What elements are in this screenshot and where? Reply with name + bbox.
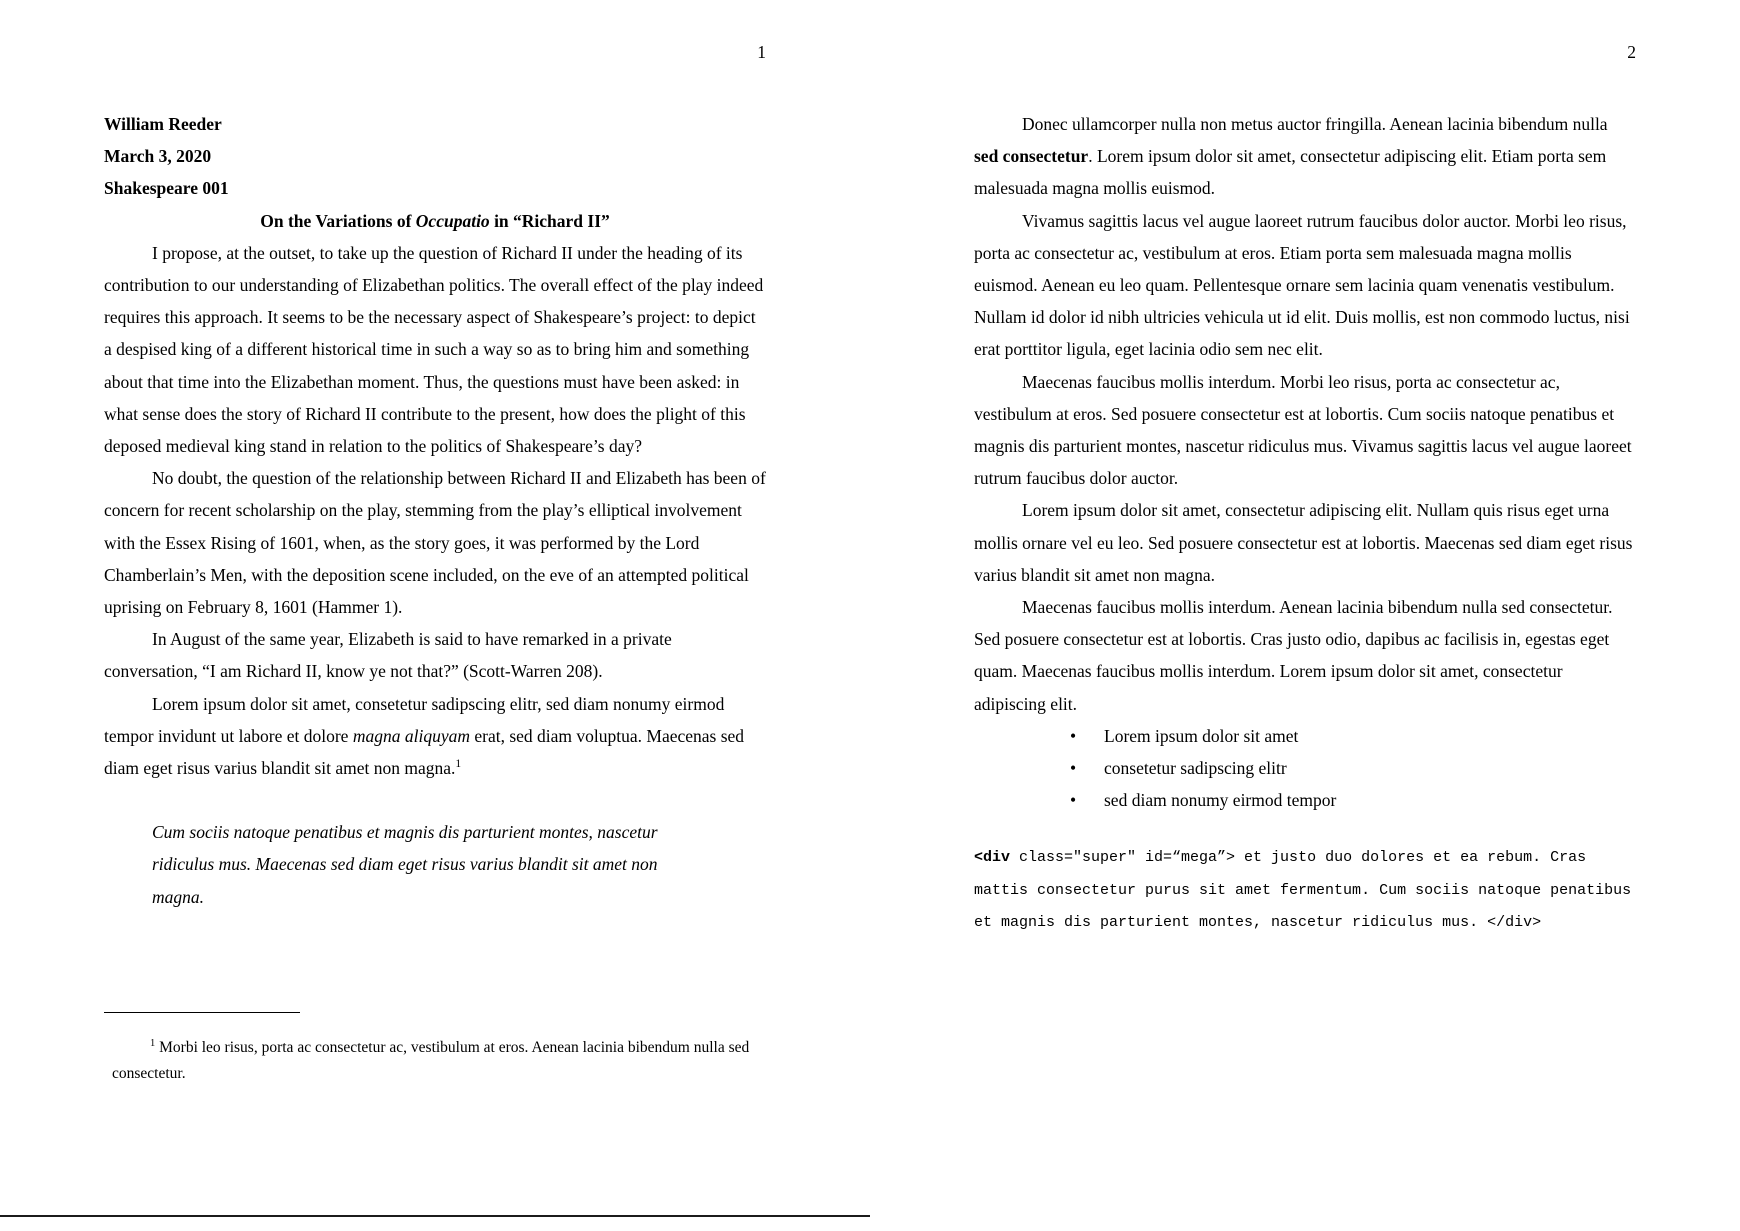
footnote-entry (104, 1035, 766, 1086)
page-2-body (974, 108, 1641, 939)
paragraph-4-lorem (104, 688, 766, 785)
page-1-body (104, 108, 766, 913)
author-name: William Reeder (104, 114, 222, 134)
list-item-label: Lorem ipsum dolor sit amet (1104, 725, 1299, 746)
footnote-number: 1 (150, 1037, 156, 1049)
document-page-2 (870, 0, 1740, 1231)
page2-paragraph-5: Maecenas faucibus mollis interdum. Aenean lacinia bibendum nulla sed consectetur. Sed posuere consectetur est at lobortis. Cras justo odio, dapibus ac facilisis in, egestas eget quam. Maecenas faucibus mollis interdum. Lorem ipsum dolor sit amet, consectetur adipiscing elit. (974, 597, 1613, 714)
footnote-separator-rule (104, 1012, 300, 1013)
lorem-part-2: erat, sed diam voluptua. Maecenas sed diam eget risus varius blandit sit amet non magna. (104, 725, 745, 779)
code-open-tag: <div (974, 849, 1011, 867)
title-italic-term: Occupatio (415, 210, 490, 231)
block-quote: Cum sociis natoque penatibus et magnis dis parturient montes, nascetur ridiculus mus. Maecenas sed diam eget risus varius blandit sit amet non magna. (152, 822, 658, 907)
page-title (104, 205, 766, 237)
paragraph-2: No doubt, the question of the relationship between Richard II and Elizabeth has been of concern for recent scholarship on the play, stemming from the play’s elliptical involvement with the Essex Rising of 1601, when, as the story goes, it was performed by the Lord Chamberlain’s Men, with the deposition scene included, on the eve of an attempted political uprising on February 8, 1601 (Hammer 1). (104, 468, 766, 618)
lorem-italic-phrase: magna aliquyam (352, 725, 470, 746)
page-bottom-rule (0, 1215, 870, 1217)
p2-p1-part-1: Donec ullamcorper nulla non metus auctor fringilla. Aenean lacinia bibendum nulla (1022, 114, 1608, 134)
title-part-before: On the Variations of (260, 210, 416, 231)
lorem-part-1: Lorem ipsum dolor sit amet, consetetur sadipscing elitr, sed diam nonumy eirmod tempor invidunt ut labore et dolore (104, 693, 725, 746)
footnote-reference-marker[interactable]: 1 (455, 758, 462, 771)
p2-p1-part-2: . Lorem ipsum dolor sit amet, consectetur adipiscing elit. Etiam porta sem malesuada magna mollis euismod. (974, 146, 1607, 199)
bullet-icon: • (1070, 790, 1077, 811)
paragraph-3: In August of the same year, Elizabeth is said to have remarked in a private conversation, “I am Richard II, know ye not that?” (Scott-Warren 208). (104, 629, 672, 682)
page-number-1: 1 (757, 42, 766, 62)
date-line: March 3, 2020 (104, 146, 212, 167)
page2-paragraph-4: Lorem ipsum dolor sit amet, consectetur adipiscing elit. Nullam quis risus eget urna mollis ornare vel eu leo. Sed posuere consectetur est at lobortis. Maecenas sed diam eget risus varius blandit sit amet non magna. (974, 500, 1633, 585)
page2-paragraph-3: Maecenas faucibus mollis interdum. Morbi leo risus, porta ac consectetur ac, vestibulum at eros. Sed posuere consectetur est at lobortis. Cum sociis natoque penatibus et magnis dis parturient montes, nascetur ridiculus mus. Vivamus sagittis lacus vel augue laoreet rutrum faucibus dolor auctor. (974, 371, 1632, 489)
footnote-area (104, 1012, 766, 1086)
code-block (974, 842, 1641, 939)
list-item (1070, 720, 1636, 752)
list-item (1070, 784, 1636, 816)
footnote-body-text: Morbi leo risus, porta ac consectetur ac, vestibulum at eros. Aenean lacinia bibendum nulla sed consectetur. (112, 1039, 750, 1082)
bullet-list (974, 720, 1636, 817)
page2-paragraph-1 (974, 108, 1636, 205)
list-item (1070, 752, 1636, 784)
paragraph-1: I propose, at the outset, to take up the question of Richard II under the heading of its contribution to our understanding of Elizabethan politics. The overall effect of the play indeed requires this approach. It seems to be the necessary aspect of Shakespeare’s project: to depict a despised king of a different historical time in such a way so as to bring him and something about that time into the Elizabethan moment. Thus, the questions must have been asked: in what sense does the story of Richard II contribute to the present, how does the plight of this deposed medieval king stand in relation to the politics of Shakespeare’s day? (104, 242, 764, 457)
page-number-2: 2 (1627, 42, 1636, 62)
page2-paragraph-2: Vivamus sagittis lacus vel augue laoreet rutrum faucibus dolor auctor. Morbi leo risus, porta ac consectetur ac, vestibulum at eros. Etiam porta sem malesuada magna mollis euismod. Aenean eu leo quam. Pellentesque ornare sem lacinia quam venenatis vestibulum. Nullam id dolor id nibh ultricies vehicula ut id elit. Duis mollis, est non commodo luctus, nisi erat porttitor ligula, eget lacinia odio sem nec elit. (974, 210, 1630, 360)
course-line: Shakespeare 001 (104, 178, 229, 199)
bullet-icon: • (1070, 758, 1077, 779)
p2-p1-bold-phrase: sed consectetur (974, 146, 1089, 167)
title-part-after: in “Richard II” (489, 210, 610, 231)
code-block-body: class="super" id=“mega”> et justo duo dolores et ea rebum. Cras mattis consectetur purus sit amet fermentum. Cum sociis natoque penatibus et magnis dis parturient montes, nascetur ridiculus mus. </div> (974, 849, 1641, 931)
list-item-label: sed diam nonumy eirmod tempor (1104, 790, 1337, 811)
list-item-label: consetetur sadipscing elitr (1104, 758, 1287, 779)
bullet-icon: • (1070, 725, 1077, 746)
